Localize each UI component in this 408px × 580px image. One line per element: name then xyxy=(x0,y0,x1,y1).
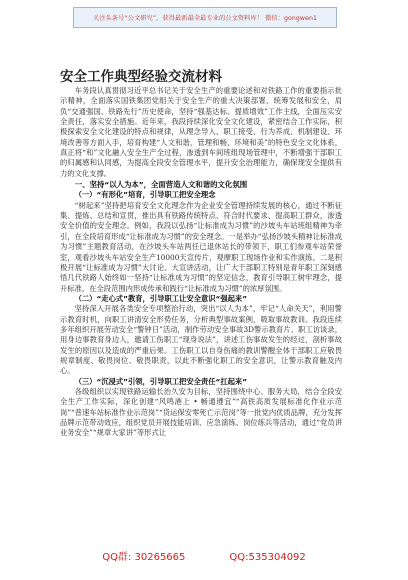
paragraph-1: “树起来”坚持把培育安全文化理念作为企业安全管理持续发展的核心，通过不断征集、提炼、总结和宣贯，推出具有铁路传统特点、符合时代要求、提高职工群众，渗透安全价值的安全理念。例如，我段以弘扬“让标准成为习惯”的沙坡头车站班组精神为牵引，在全段培育形成“让标准成为习惯”的安全理念。一是举办“弘扬沙坡头精神让标准成为习惯”主题教育活动，在沙坡头车站两任已退休站长的带领下，职工们参观车站荣誉室，观看沙坡头车站安全生产10000天宣传片，观摩职工现场作业和实作演练。二是积极开展“让标准成为习惯”大讨论、大宣讲活动，让广大干部职工特别是青年职工深刻感悟几代铁路人始终如一坚持“让标准成为习惯”的坚定信念，教育引导职工树牢理念，提升标准，在全段范围内形成传承和践行“让标准成为习惯”的浓厚氛围。 xyxy=(60,200,342,293)
subsection-heading-1: （一）“有形化”培育，引导职工把安全理念 xyxy=(74,190,216,200)
paragraph-2: 坚持深入开展各类安全专项整治行动，突出“以人为本”，牢记“人命关天”，利用警示教育时机，向职工讲清安全形势任务，分析典型事故案例，吸取事故教训。我段连续多年组织开展劳动安全“警钟日”活动，制作劳动安全事故3D警示教育片、职工访谈录，用身边事教育身边人，邀请工伤职工“现身说法”，讲述工伤事故发生的经过，剖析事故发生的原因以及造成的严重后果。工伤职工以自身伤痛的教训警醒全体干部职工应敬畏规章制度、敬畏岗位、敬畏职责，以此不断强化职工的安全意识，让警示教育触及内心。 xyxy=(60,304,342,376)
document-title: 安全工作典型经验交流材料 xyxy=(60,69,222,85)
document-body xyxy=(60,86,342,439)
subsection-heading-2: （二）“走心式”教育，引导职工让安全意识“强起来” xyxy=(74,293,248,303)
qq-number: QQ:535304092 xyxy=(229,552,306,563)
promo-banner-text: 关注头条号“公文研究”，获得最新最全最专业的公文资料库！ 微信：gongwen1 xyxy=(92,15,318,22)
section-heading-1: 一、坚持“以人为本”，全面营造人文和谐的文化氛围 xyxy=(74,180,248,190)
intro-paragraph: 车务段认真贯彻习近平总书记关于安全生产的重要论述和对铁路工作的重要指示批示精神，全面落实国铁集团党组关于安全生产的重大决策部署，统筹发展和安全，肩负“交通强国、铁路先行”历史使命，坚持“强基达标、提质增效”工作主线，全面压实安全责任，落实安全措施。近年来，我段持续深化安全文化建设，紧密结合工作实际，积极探索安全文化建设的特点和规律，从理念导入、职工接受、行为养成、机制建设、环境改善等方面入手，培育构建“人文和谐，管理和畅，环境和美”的特色安全文化体系，真正将“和”文化融入安全生产全过程，渗透到车间班组现场管理中，不断增强干部职工的归属感和认同感，为提高全段安全管理水平，提升安全治理能力，确保现安全提供有力的文化支撑。 xyxy=(60,86,342,178)
subsection-heading-3: （三）“沉浸式”引领，引导职工把安全责任“扛起来” xyxy=(74,376,248,386)
paragraph-3: 各级组织以实现铁路运输长治久安为目标，坚持围绕中心、服务大局，结合全段安全生产工作实际，深化创建“风鸣港上 • 畅通遵宜”“高铁高质发展标准化作业示范岗”“普速车站标准作业示范岗”“货运保安零死亡示范岗”等一批党内优质品牌，充分发挥品牌示范带动效应，组织党员开展技能培训、应急演练、岗位练兵等活动，通过“党员讲业务安全”“规章大家讲”等形式让 xyxy=(60,386,342,438)
qq-group-number: QQ群: 30265665 xyxy=(102,552,186,563)
promo-banner[interactable] xyxy=(73,7,337,28)
contact-footer xyxy=(0,548,408,563)
